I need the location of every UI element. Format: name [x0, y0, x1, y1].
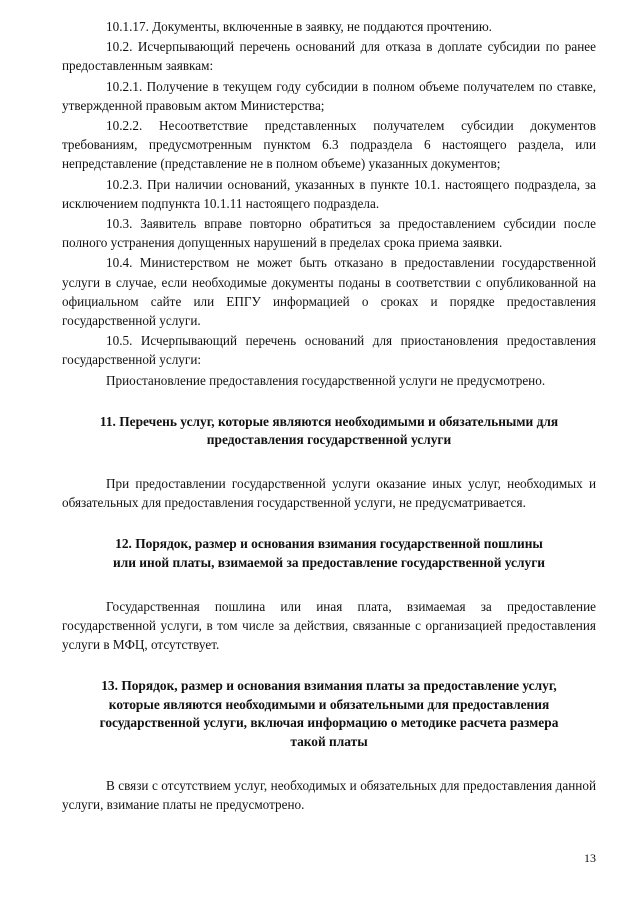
paragraph-10-5: 10.5. Исчерпывающий перечень оснований для приостановления предоставления государственной услуги:	[62, 333, 596, 368]
section-11-heading	[62, 413, 596, 450]
paragraph-suspension: Приостановление предоставления государственной услуги не предусмотрено.	[106, 372, 546, 388]
section-13-heading-line1: 13. Порядок, размер и основания взимания платы за предоставление услуг,	[101, 678, 557, 694]
section-13-heading-line3: государственной услуги, включая информацию о методике расчета размера	[99, 715, 559, 731]
paragraph-10-4: 10.4. Министерством не может быть отказано в предоставлении государственной услуги в случае, если необходимые документы поданы в соответствии с опубликованной на официальном сайте или ЕПГУ информацией о сроках и порядке предоставления государственной услуги.	[62, 255, 596, 329]
section-13-heading	[62, 677, 596, 751]
section-11-heading-line1: 11. Перечень услуг, которые являются необходимыми и обязательными для	[99, 413, 559, 429]
section-12	[62, 535, 596, 654]
section-13-heading-line2: которые являются необходимыми и обязательными для предоставления	[108, 696, 550, 712]
section-13	[62, 677, 596, 814]
paragraph-10-2-3: 10.2.3. При наличии оснований, указанных в пункте 10.1. настоящего подраздела, за исключением подпункта 10.1.11 настоящего подраздела.	[62, 176, 596, 211]
paragraph-10-1-17: 10.1.17. Документы, включенные в заявку, не поддаются прочтению.	[106, 19, 492, 34]
page-content	[62, 17, 596, 814]
paragraph-10-2-2: 10.2.2. Несоответствие представленных получателем субсидии документов требованиям, предусмотренным пунктом 6.3 подраздела 6 настоящего раздела, или непредставление (представление не в полном объеме) указанных документов;	[62, 118, 596, 172]
section-11	[62, 413, 596, 513]
page-number: 13	[584, 851, 596, 865]
paragraph-10-3: 10.3. Заявитель вправе повторно обратиться за предоставлением субсидии после полного устранения допущенных нарушений в пределах срока приема заявки.	[62, 216, 596, 251]
section-12-heading	[62, 535, 596, 572]
section-12-heading-line2: или иной платы, взимаемой за предоставление государственной услуги	[112, 555, 545, 571]
paragraph-10-2: 10.2. Исчерпывающий перечень оснований для отказа в доплате субсидии по ранее предоставленным заявкам:	[62, 39, 596, 74]
section-12-text: Государственная пошлина или иная плата, взимаемая за предоставление государственной услуги, в том числе за действия, связанные с организацией предоставления услуги в МФЦ, отсутствует.	[62, 598, 596, 653]
section-13-text: В связи с отсутствием услуг, необходимых и обязательных для предоставления данной услуги, взимание платы не предусмотрено.	[62, 777, 596, 812]
section-13-heading-line4: такой платы	[290, 734, 368, 750]
section-11-text: При предоставлении государственной услуги оказание иных услуг, необходимых и обязательных для предоставления государственной услуги, не предусматривается.	[62, 476, 596, 511]
section-11-heading-line2: предоставления государственной услуги	[206, 432, 452, 448]
paragraph-10-2-1: 10.2.1. Получение в текущем году субсидии в полном объеме получателем по ставке, утвержденной правовым актом Министерства;	[62, 78, 596, 113]
section-12-heading-line1: 12. Порядок, размер и основания взимания государственной пошлины	[115, 536, 543, 552]
